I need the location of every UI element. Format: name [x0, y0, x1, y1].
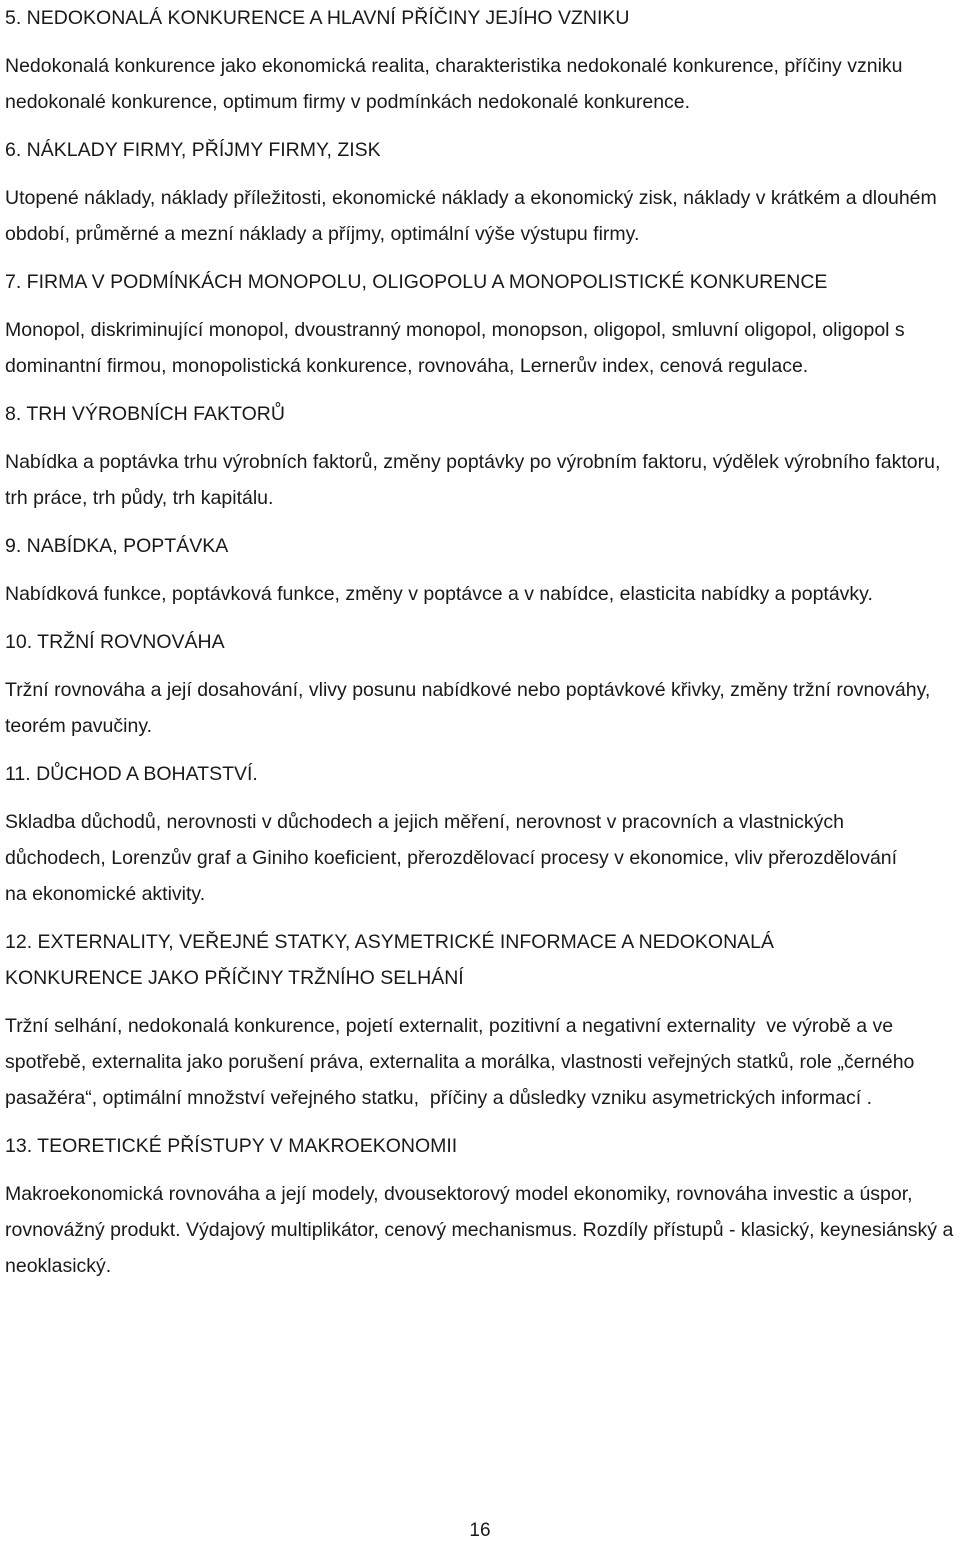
section-heading: 13. TEORETICKÉ PŘÍSTUPY V MAKROEKONOMII [5, 1135, 458, 1157]
section-8 [5, 396, 955, 516]
section-heading: 6. NÁKLADY FIRMY, PŘÍJMY FIRMY, ZISK [5, 139, 381, 161]
document-page [5, 0, 959, 1284]
section-body: Skladba důchodů, nerovnosti v důchodech a jejich měření, nerovnost v pracovních a vlastnických důchodech, Lorenzův graf a Giniho koeficient, přerozdělovací procesy v ekonomice, vliv přerozdělování na ekonomické aktivity. [5, 811, 903, 905]
section-heading: 8. TRH VÝROBNÍCH FAKTORŮ [5, 403, 285, 425]
section-body: Makroekonomická rovnováha a její modely, dvousektorový model ekonomiky, rovnováha investic a úspor, rovnovážný produkt. Výdajový multiplikátor, cenový mechanismus. Rozdíly přístupů - klasický, keynesiánský a neoklasický. [5, 1183, 959, 1277]
section-body: Monopol, diskriminující monopol, dvoustranný monopol, monopson, oligopol, smluvní oligopol, oligopol s dominantní firmou, monopolistická konkurence, rovnováha, Lernerův index, cenová regulace. [5, 319, 911, 377]
section-9 [5, 528, 955, 612]
section-heading: 11. DŮCHOD A BOHATSTVÍ. [5, 763, 258, 785]
section-body: Utopené náklady, náklady příležitosti, ekonomické náklady a ekonomický zisk, náklady v krátkém a dlouhém období, průměrné a mezní náklady a příjmy, optimální výše výstupu firmy. [5, 187, 943, 245]
section-12 [5, 924, 955, 1116]
section-body: Nabídka a poptávka trhu výrobních faktorů, změny poptávky po výrobním faktoru, výdělek výrobního faktoru, trh práce, trh půdy, trh kapitálu. [5, 451, 946, 509]
section-heading: 5. NEDOKONALÁ KONKURENCE A HLAVNÍ PŘÍČINY JEJÍHO VZNIKU [5, 7, 630, 29]
section-heading: 12. EXTERNALITY, VEŘEJNÉ STATKY, ASYMETRICKÉ INFORMACE A NEDOKONALÁ KONKURENCE JAKO PŘÍČINY TRŽNÍHO SELHÁNÍ [5, 931, 780, 989]
section-7 [5, 264, 955, 384]
section-11 [5, 756, 955, 912]
section-body: Nedokonalá konkurence jako ekonomická realita, charakteristika nedokonalé konkurence, příčiny vzniku nedokonalé konkurence, optimum firmy v podmínkách nedokonalé konkurence. [5, 55, 908, 113]
page-number: 16 [469, 1520, 491, 1541]
section-5 [5, 0, 955, 120]
section-body: Tržní selhání, nedokonalá konkurence, pojetí externalit, pozitivní a negativní externality ve výrobě a ve spotřebě, externalita jako porušení práva, externalita a morálka, vlastnosti veřejných statků, role „černého pasažéra“, optimální množství veřejného statku, příčiny a důsledky vzniku asymetrických informací . [5, 1015, 920, 1109]
section-10 [5, 624, 955, 744]
section-heading: 9. NABÍDKA, POPTÁVKA [5, 535, 229, 557]
section-heading: 7. FIRMA V PODMÍNKÁCH MONOPOLU, OLIGOPOLU A MONOPOLISTICKÉ KONKURENCE [5, 271, 828, 293]
section-heading: 10. TRŽNÍ ROVNOVÁHA [5, 631, 225, 653]
section-body: Tržní rovnováha a její dosahování, vlivy posunu nabídkové nebo poptávkové křivky, změny tržní rovnováhy, teorém pavučiny. [5, 679, 936, 737]
section-6 [5, 132, 955, 252]
section-body: Nabídková funkce, poptávková funkce, změny v poptávce a v nabídce, elasticita nabídky a poptávky. [5, 583, 873, 605]
section-13 [5, 1128, 959, 1284]
